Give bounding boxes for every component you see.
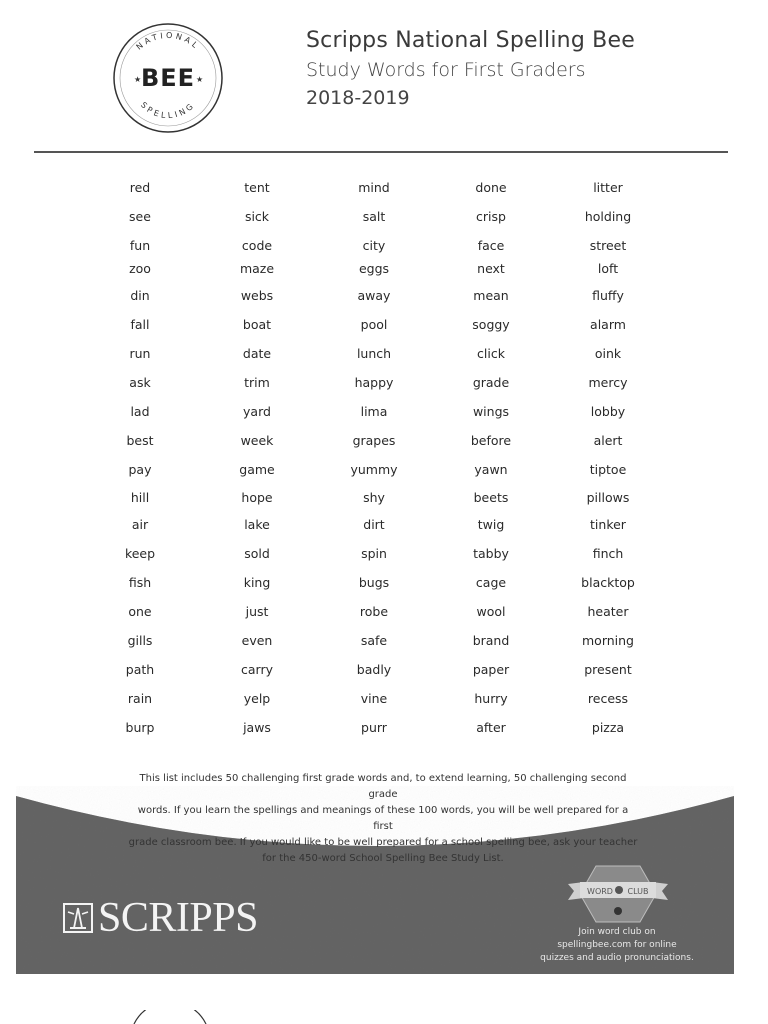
word-club-badge [566,864,670,924]
study-word: air [131,517,149,532]
study-word: webs [240,288,274,303]
svg-text:★: ★ [196,75,204,84]
study-word: fluffy [592,288,624,303]
study-word: morning [582,633,634,648]
badge-word: WORD [587,887,613,896]
note-line-4: for the 450-word School Spelling Bee Study List. [262,853,504,864]
study-word: brand [472,633,510,648]
study-word: alarm [590,317,626,332]
study-word: click [477,346,505,361]
study-word: gills [127,633,153,648]
study-word: tinker [590,517,626,532]
study-word: best [126,433,154,448]
study-word: recess [587,691,629,706]
study-word: bugs [358,575,390,590]
study-word: trim [244,375,270,390]
club-line-1: Join word club on [578,927,656,937]
study-word: sold [244,546,270,561]
study-word: mean [473,288,509,303]
study-word: litter [593,180,623,195]
study-word: pillows [586,490,630,505]
study-word: dirt [363,517,385,532]
study-word: face [477,238,505,253]
svg-text:★: ★ [134,75,142,84]
study-word: robe [359,604,389,619]
study-word: sick [244,209,270,224]
study-word: hill [130,490,150,505]
study-word: loft [597,261,619,276]
study-word: din [130,288,150,303]
logo-arc-top: NATIONAL [134,30,202,52]
study-word: fun [129,238,151,253]
study-word: safe [360,633,388,648]
study-word: mind [358,180,390,195]
study-word: one [128,604,152,619]
study-word: cage [475,575,507,590]
study-word: lad [130,404,150,419]
header-divider [34,151,728,153]
study-word: zoo [129,261,151,276]
note-line-2: words. If you learn the spellings and meanings of these 100 words, you will be well prepared for a first [137,805,629,832]
study-word: heater [587,604,629,619]
study-word: tabby [473,546,509,561]
study-word: done [475,180,507,195]
study-word: ask [129,375,151,390]
study-word: red [129,180,151,195]
header [306,26,635,112]
study-word: jaws [243,720,271,735]
study-word: happy [354,375,394,390]
study-word: away [357,288,391,303]
study-word: present [584,662,632,677]
study-word: beets [473,490,509,505]
word-club-text [532,926,702,965]
study-word: date [242,346,272,361]
list-note [128,771,638,867]
study-word: street [589,238,627,253]
study-word: yummy [350,462,398,477]
study-word: maze [239,261,275,276]
study-word: oink [594,346,622,361]
next-page-logo-edge [130,1010,210,1024]
study-word: salt [362,209,386,224]
study-word: week [240,433,274,448]
badge-club: CLUB [627,887,649,896]
study-word: crisp [476,209,506,224]
study-word: rain [127,691,153,706]
study-word: just [245,604,269,619]
study-word: wings [472,404,510,419]
club-line-3: quizzes and audio pronunciations. [540,953,694,963]
study-word: boat [242,317,272,332]
study-word: shy [363,490,385,505]
study-word: alert [593,433,623,448]
study-word: pizza [591,720,625,735]
study-word: next [477,261,505,276]
note-line-3: grade classroom bee. If you would like to be well prepared for a school spelling bee, ask your teacher [128,837,638,848]
study-word: lake [244,517,270,532]
spelling-bee-logo [112,22,224,134]
study-word: mercy [588,375,628,390]
page-title: Scripps National Spelling Bee [306,28,635,53]
study-word: lunch [356,346,392,361]
page-subtitle: Study Words for First Graders [306,59,586,81]
study-word: hope [241,490,273,505]
study-word: vine [360,691,388,706]
study-word: soggy [472,317,510,332]
study-word: finch [592,546,624,561]
study-word: twig [477,517,505,532]
study-word: spin [361,546,387,561]
study-word: fall [130,317,150,332]
study-word: carry [241,662,273,677]
study-word: holding [584,209,632,224]
club-line-2: spellingbee.com for online [557,940,677,950]
study-word: code [241,238,273,253]
study-word: wool [476,604,506,619]
logo-center: BEE [140,64,196,92]
study-word: pay [128,462,152,477]
study-word: grade [472,375,510,390]
study-word: yawn [474,462,508,477]
study-word: tiptoe [589,462,627,477]
study-word: badly [356,662,392,677]
scripps-wordmark: SCRIPPS [98,895,258,941]
study-word: yelp [243,691,271,706]
study-word: king [243,575,271,590]
study-word: grapes [352,433,396,448]
scripps-lighthouse-icon [62,902,94,934]
study-word: tent [244,180,270,195]
study-word: see [129,209,151,224]
study-word: game [239,462,275,477]
study-word: fish [128,575,152,590]
study-word: paper [472,662,510,677]
study-word: lima [360,404,388,419]
study-word: even [241,633,273,648]
study-word: purr [361,720,387,735]
study-word: before [470,433,512,448]
study-word: lobby [590,404,626,419]
study-word: hurry [474,691,508,706]
note-line-1: This list includes 50 challenging first grade words and, to extend learning, 50 challenging second grade [139,773,627,800]
study-word: after [476,720,506,735]
school-year: 2018-2019 [306,87,410,109]
study-word: pool [360,317,388,332]
study-word: burp [125,720,155,735]
study-word: eggs [358,261,390,276]
study-word: path [125,662,155,677]
study-word: blacktop [581,575,635,590]
study-word: keep [124,546,156,561]
logo-arc-bottom: SPELLING [138,100,198,121]
study-word: yard [243,404,271,419]
study-word: city [362,238,386,253]
study-word: run [129,346,151,361]
